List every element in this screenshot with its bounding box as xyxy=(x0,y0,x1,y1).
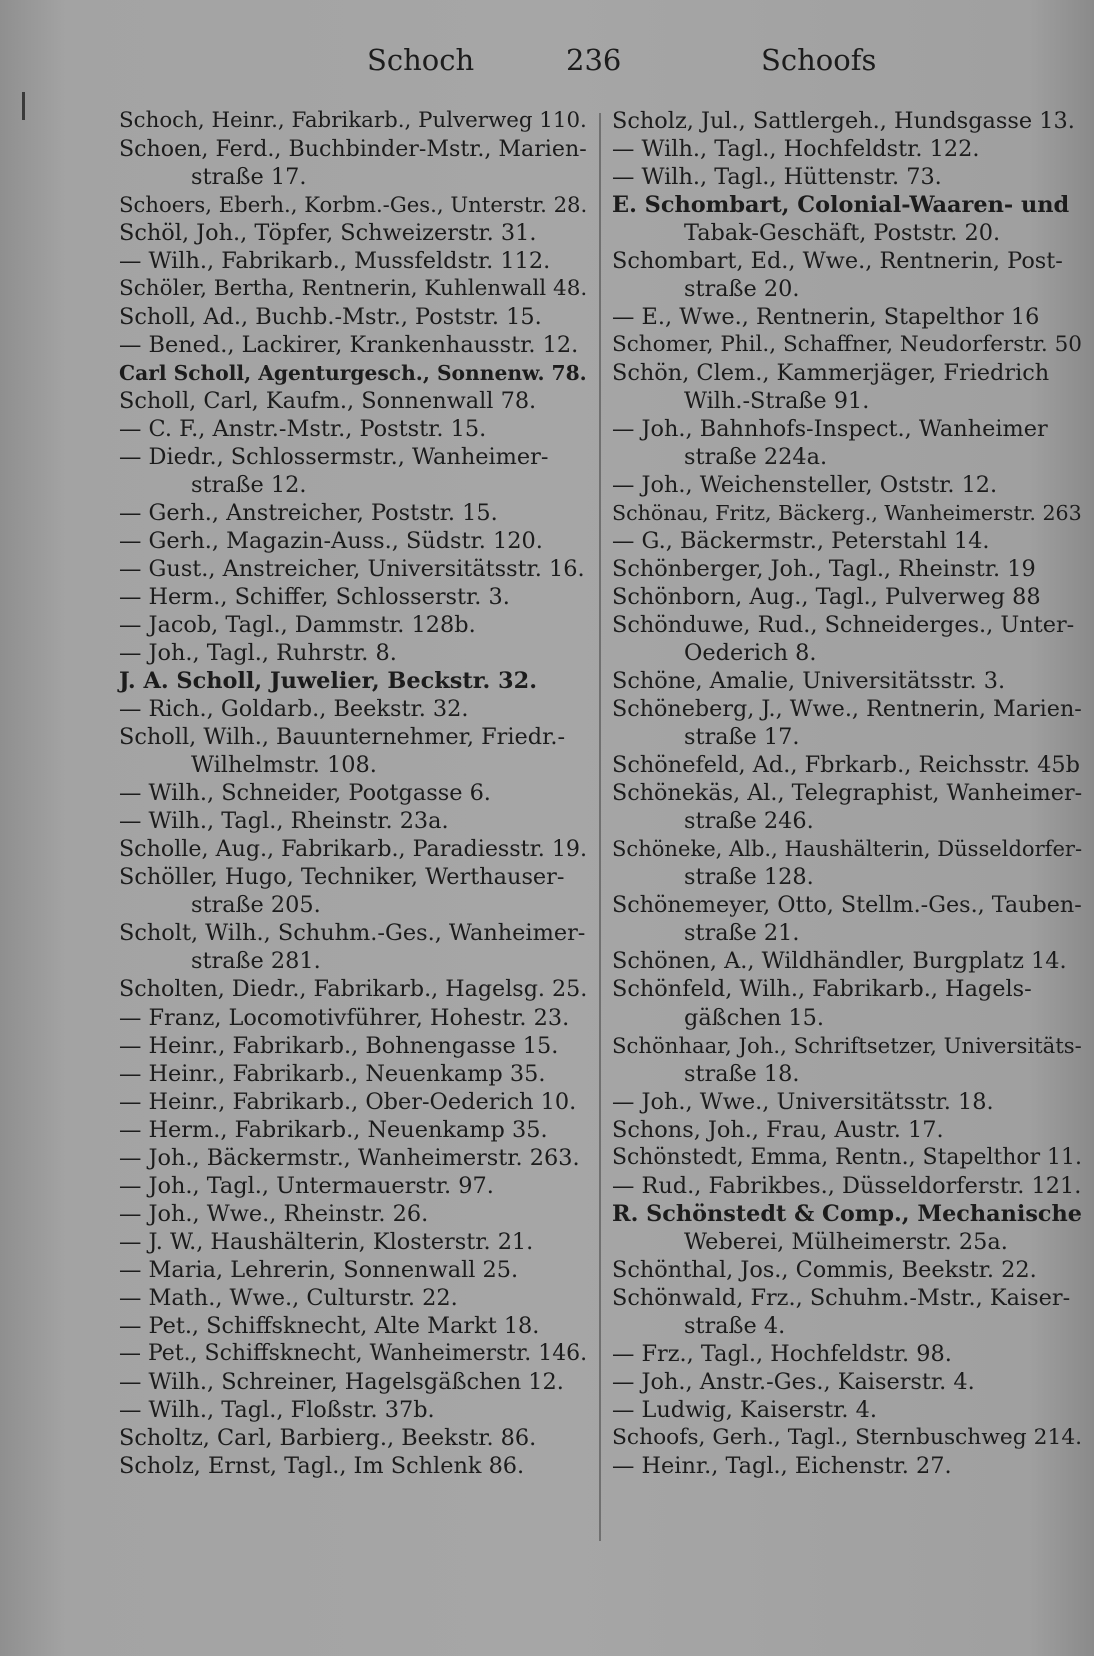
directory-entry-line: — Joh., Bäckermstr., Wanheimerstr. 263. xyxy=(119,1144,580,1171)
directory-entry-line: — Wilh., Tagl., Hüttenstr. 73. xyxy=(612,164,942,191)
directory-entry-line: straße 281. xyxy=(191,948,321,975)
left-column xyxy=(119,107,587,1480)
directory-entry-line: Schön, Clem., Kammerjäger, Friedrich xyxy=(612,360,1050,387)
directory-entry-line: — Wilh., Tagl., Hochfeldstr. 122. xyxy=(612,136,980,163)
directory-entry-line: — Joh., Bahnhofs-Inspect., Wanheimer xyxy=(612,416,1048,443)
directory-entry-line: Schönhaar, Joh., Schriftsetzer, Universitäts- xyxy=(612,1032,1082,1058)
directory-entry-line: straße 18. xyxy=(684,1060,800,1087)
directory-entry-line: — Joh., Tagl., Untermauerstr. 97. xyxy=(119,1172,494,1199)
directory-entry-line: straße 17. xyxy=(684,724,800,751)
directory-entry-line: — Joh., Anstr.-Ges., Kaiserstr. 4. xyxy=(612,1368,975,1395)
directory-entry-line: straße 12. xyxy=(191,472,307,499)
directory-entry-line: straße 205. xyxy=(191,892,321,919)
directory-entry-line: — C. F., Anstr.-Mstr., Poststr. 15. xyxy=(119,416,487,443)
directory-entry-line: — Wilh., Schreiner, Hagelsgäßchen 12. xyxy=(119,1368,564,1395)
directory-entry-line: gäßchen 15. xyxy=(684,1004,824,1031)
column-divider xyxy=(599,113,601,1541)
directory-entry-line: — Wilh., Tagl., Floßstr. 37b. xyxy=(119,1396,435,1423)
directory-entry-line: — Wilh., Fabrikarb., Mussfeldstr. 112. xyxy=(119,248,551,275)
directory-entry-line: Schönstedt, Emma, Rentn., Stapelthor 11. xyxy=(612,1144,1082,1170)
directory-entry-line: Schöller, Hugo, Techniker, Werthauser- xyxy=(119,864,565,891)
directory-entry-line: J. A. Scholl, Juwelier, Beckstr. 32. xyxy=(119,668,537,695)
page-edge-mark xyxy=(22,92,25,120)
directory-entry-line: — Heinr., Tagl., Eichenstr. 27. xyxy=(612,1452,952,1479)
directory-entry-line: Tabak-Geschäft, Poststr. 20. xyxy=(684,220,1001,247)
directory-entry-line: — G., Bäckermstr., Peterstahl 14. xyxy=(612,528,990,555)
directory-entry-line: Scholl, Carl, Kaufm., Sonnenwall 78. xyxy=(119,388,537,415)
directory-entry-line: — Joh., Tagl., Ruhrstr. 8. xyxy=(119,640,397,667)
directory-entry-line: straße 224a. xyxy=(684,444,828,471)
directory-entry-line: — Jacob, Tagl., Dammstr. 128b. xyxy=(119,612,476,639)
directory-entry-line: — Rud., Fabrikbes., Düsseldorferstr. 121. xyxy=(612,1172,1082,1199)
directory-entry-line: — Herm., Fabrikarb., Neuenkamp 35. xyxy=(119,1116,548,1143)
directory-entry-line: Schönborn, Aug., Tagl., Pulverweg 88 xyxy=(612,584,1041,611)
directory-entry-line: — Ludwig, Kaiserstr. 4. xyxy=(612,1396,878,1423)
directory-entry-line: Wilh.-Straße 91. xyxy=(684,388,870,415)
directory-entry-line: Schöneberg, J., Wwe., Rentnerin, Marien- xyxy=(612,696,1082,723)
directory-entry-line: — Gerh., Anstreicher, Poststr. 15. xyxy=(119,500,498,527)
directory-entry-line: straße 21. xyxy=(684,920,800,947)
directory-entry-line: Scholz, Jul., Sattlergeh., Hundsgasse 13. xyxy=(612,108,1075,134)
directory-entry-line: Schönthal, Jos., Commis, Beekstr. 22. xyxy=(612,1256,1037,1283)
directory-entry-line: Schönekäs, Al., Telegraphist, Wanheimer- xyxy=(612,780,1083,807)
directory-entry-line: straße 128. xyxy=(684,864,814,891)
directory-entry-line: straße 20. xyxy=(684,276,800,303)
directory-entry-line: Schönfeld, Wilh., Fabrikarb., Hagels- xyxy=(612,976,1032,1003)
page-number: 236 xyxy=(566,43,622,77)
directory-entry-line: — Maria, Lehrerin, Sonnenwall 25. xyxy=(119,1256,519,1283)
directory-entry-line: E. Schombart, Colonial-Waaren- und xyxy=(612,192,1070,219)
directory-entry-line: Schons, Joh., Frau, Austr. 17. xyxy=(612,1116,944,1143)
directory-entry-line: Schöneke, Alb., Haushälterin, Düsseldorfer- xyxy=(612,836,1083,862)
directory-entry-line: — Joh., Wwe., Universitätsstr. 18. xyxy=(612,1088,994,1115)
directory-entry-line: — Frz., Tagl., Hochfeldstr. 98. xyxy=(612,1340,952,1367)
directory-entry-line: — Gust., Anstreicher, Universitätsstr. 16. xyxy=(119,556,585,583)
directory-entry-line: Oederich 8. xyxy=(684,640,817,667)
directory-entry-line: Schönemeyer, Otto, Stellm.-Ges., Tauben- xyxy=(612,892,1082,919)
directory-entry-line: — Math., Wwe., Culturstr. 22. xyxy=(119,1284,458,1311)
directory-entry-line: Scholt, Wilh., Schuhm.-Ges., Wanheimer- xyxy=(119,920,586,947)
directory-entry-line: — Gerh., Magazin-Auss., Südstr. 120. xyxy=(119,528,543,555)
directory-entry-line: Schönefeld, Ad., Fbrkarb., Reichsstr. 45b xyxy=(612,752,1080,779)
directory-entry-line: — Pet., Schiffsknecht, Wanheimerstr. 146. xyxy=(119,1340,588,1366)
directory-entry-line: Scholten, Diedr., Fabrikarb., Hagelsg. 25. xyxy=(119,976,588,1003)
directory-entry-line: — Wilh., Schneider, Pootgasse 6. xyxy=(119,780,491,807)
directory-entry-line: Scholl, Ad., Buchb.-Mstr., Poststr. 15. xyxy=(119,304,542,331)
directory-entry-line: — E., Wwe., Rentnerin, Stapelthor 16 xyxy=(612,304,1040,331)
directory-entry-line: Schoers, Eberh., Korbm.-Ges., Unterstr. 28. xyxy=(119,192,588,218)
directory-entry-line: — Heinr., Fabrikarb., Ober-Oederich 10. xyxy=(119,1088,577,1115)
directory-entry-line: Scholle, Aug., Fabrikarb., Paradiesstr. 19. xyxy=(119,836,588,863)
directory-entry-line: Schönwald, Frz., Schuhm.-Mstr., Kaiser- xyxy=(612,1284,1071,1311)
directory-entry-line: — Heinr., Fabrikarb., Neuenkamp 35. xyxy=(119,1060,546,1087)
header-right-keyword: Schoofs xyxy=(761,43,877,77)
directory-entry-line: Schoch, Heinr., Fabrikarb., Pulverweg 110. xyxy=(119,108,587,133)
header-left-keyword: Schoch xyxy=(367,43,475,77)
directory-entry-line: — Herm., Schiffer, Schlosserstr. 3. xyxy=(119,584,510,611)
directory-entry-line: Schönberger, Joh., Tagl., Rheinstr. 19 xyxy=(612,556,1036,583)
directory-entry-line: — Pet., Schiffsknecht, Alte Markt 18. xyxy=(119,1312,540,1339)
directory-entry-line: straße 4. xyxy=(684,1312,786,1339)
directory-entry-line: Wilhelmstr. 108. xyxy=(191,752,377,779)
directory-entry-line: Scholl, Wilh., Bauunternehmer, Friedr.- xyxy=(119,724,566,751)
directory-entry-line: Schöler, Bertha, Rentnerin, Kuhlenwall 48. xyxy=(119,276,588,302)
directory-entry-line: Schönduwe, Rud., Schneiderges., Unter- xyxy=(612,612,1075,639)
directory-entry-line: Schöl, Joh., Töpfer, Schweizerstr. 31. xyxy=(119,220,537,247)
directory-entry-line: Schönen, A., Wildhändler, Burgplatz 14. xyxy=(612,948,1067,975)
directory-entry-line: Weberei, Mülheimerstr. 25a. xyxy=(684,1228,1008,1255)
directory-entry-line: Schomer, Phil., Schaffner, Neudorferstr. 50 xyxy=(612,332,1082,358)
directory-entry-line: Schoofs, Gerh., Tagl., Sternbuschweg 214. xyxy=(612,1424,1083,1450)
directory-entry-line: straße 246. xyxy=(684,808,814,835)
directory-entry-line: Scholtz, Carl, Barbierg., Beekstr. 86. xyxy=(119,1424,537,1451)
directory-entry-line: Schönau, Fritz, Bäckerg., Wanheimerstr. 263 xyxy=(612,501,1082,526)
directory-entry-line: Scholz, Ernst, Tagl., Im Schlenk 86. xyxy=(119,1452,525,1479)
directory-entry-line: Schoen, Ferd., Buchbinder-Mstr., Marien- xyxy=(119,136,587,163)
directory-entry-line: Carl Scholl, Agenturgesch., Sonnenw. 78. xyxy=(119,361,587,386)
directory-entry-line: Schombart, Ed., Wwe., Rentnerin, Post- xyxy=(612,248,1063,275)
directory-entry-line: — J. W., Haushälterin, Klosterstr. 21. xyxy=(119,1228,534,1255)
right-column xyxy=(612,107,1082,1480)
directory-entry-line: — Franz, Locomotivführer, Hohestr. 23. xyxy=(119,1004,570,1031)
directory-entry-line: — Wilh., Tagl., Rheinstr. 23a. xyxy=(119,808,449,835)
directory-entry-line: R. Schönstedt & Comp., Mechanische xyxy=(612,1200,1082,1227)
page-header xyxy=(0,40,1094,80)
directory-entry-line: Schöne, Amalie, Universitätsstr. 3. xyxy=(612,668,1006,695)
directory-entry-line: — Rich., Goldarb., Beekstr. 32. xyxy=(119,696,469,723)
directory-entry-line: straße 17. xyxy=(191,164,307,191)
directory-entry-line: — Diedr., Schlossermstr., Wanheimer- xyxy=(119,444,549,471)
directory-entry-line: — Bened., Lackirer, Krankenhausstr. 12. xyxy=(119,332,579,359)
directory-entry-line: — Joh., Wwe., Rheinstr. 26. xyxy=(119,1200,429,1227)
directory-entry-line: — Heinr., Fabrikarb., Bohnengasse 15. xyxy=(119,1032,559,1059)
directory-entry-line: — Joh., Weichensteller, Oststr. 12. xyxy=(612,472,998,499)
